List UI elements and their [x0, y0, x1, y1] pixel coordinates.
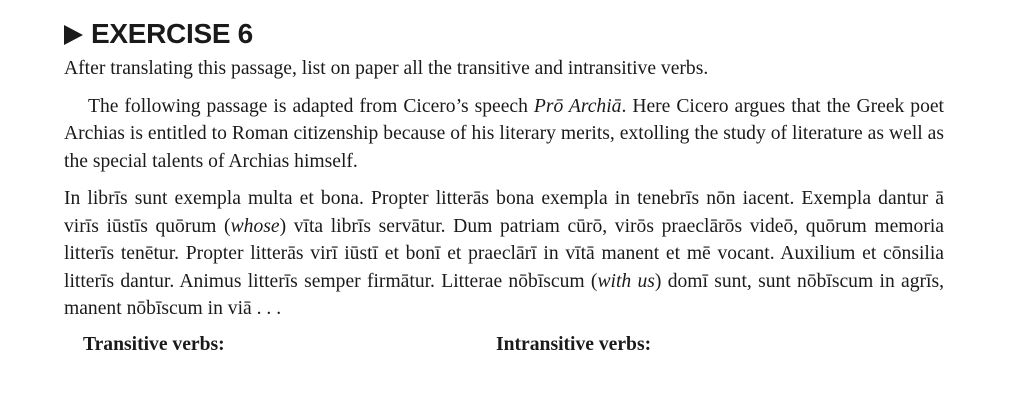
intransitive-verbs-label: Intransitive verbs: [496, 333, 652, 355]
intro-text-before: The following passage is adapted from Cicero’s speech [88, 95, 534, 117]
intro-paragraph [64, 93, 944, 176]
exercise-title: EXERCISE 6 [91, 18, 253, 49]
transitive-verbs-label: Transitive verbs: [83, 333, 225, 355]
passage-text-2: ) vīta librīs servātur. Dum patriam cūrō, virōs praeclārōs videō, quōrum memoria litterīs tenētur. Propter litterās virī iūstī et bonī et praeclārī in vītā manent et mē vocant. Auxilium et cōnsilia litterīs dantur. Animus litterīs semper firmātur. Litterae nōbīscum ( [64, 215, 944, 292]
answer-labels [64, 331, 944, 359]
exercise-heading [64, 14, 944, 54]
triangle-bullet-icon [64, 25, 83, 45]
gloss-whose: whose [230, 215, 280, 237]
passage-text-3: ) domī sunt, sunt nōbīscum in agrīs, manent nōbīscum in viā . . . [64, 270, 945, 319]
intro-text-after: . Here Cicero argues that the Greek poet Archias is entitled to Roman citizenship because of his literary merits, extolling the study of literature as well as the special talents of Archias himself. [64, 95, 945, 172]
gloss-with-us: with us [597, 270, 655, 292]
latin-passage [64, 185, 944, 323]
passage-text-1: In librīs sunt exempla multa et bona. Propter litterās bona exempla in tenebrīs nōn iacent. Exempla dantur ā virīs iūstīs quōrum ( [64, 188, 944, 237]
exercise-section [64, 14, 944, 358]
speech-title: Prō Archiā [533, 95, 622, 117]
exercise-instruction: After translating this passage, list on paper all the transitive and intransitive verbs. [64, 58, 709, 79]
